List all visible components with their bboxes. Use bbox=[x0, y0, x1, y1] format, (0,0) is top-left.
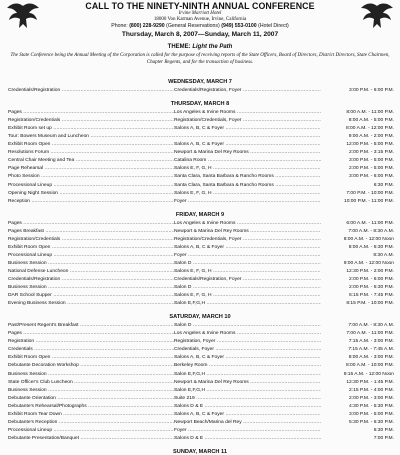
schedule-row bbox=[8, 292, 394, 300]
event-location: Salons E, F, G, H ..... bbox=[174, 292, 324, 300]
event-time: 7:15 A.M. - 7:45 A.M. bbox=[321, 346, 394, 354]
event-name: Registration/Credentials ..... bbox=[8, 236, 174, 244]
schedule-row bbox=[8, 125, 394, 133]
event-name: DAR School Supper ..... bbox=[8, 292, 174, 300]
schedule-row bbox=[8, 300, 394, 308]
event-location: Salons A, B, C & Foyer ..... bbox=[174, 354, 324, 362]
event-name: Opening Night Session ..... bbox=[8, 190, 174, 198]
event-location: Newport & Marina Del Rey Rooms ..... bbox=[174, 379, 324, 387]
phone-general-note: (General Reservations) bbox=[166, 23, 220, 29]
event-time: 7:00 P.M. bbox=[321, 435, 394, 443]
schedule-row bbox=[8, 190, 394, 198]
event-location: Foyer ..... bbox=[174, 427, 324, 435]
event-time: 8:00 A.M. - 12:00 P.M. bbox=[321, 125, 394, 133]
hotel-name: Irvine Marriott Hotel bbox=[178, 11, 222, 16]
event-location: Credentials/Registration, Foyer ..... bbox=[174, 87, 324, 95]
day-header: FRIDAY, MARCH 9 bbox=[175, 211, 225, 218]
event-name: Exhibit Room Open ..... bbox=[8, 354, 174, 362]
event-location: Newport & Marina Del Rey Rooms ..... bbox=[174, 149, 324, 157]
event-name: Pages ..... bbox=[8, 330, 174, 338]
day-header: WEDNESDAY, MARCH 7 bbox=[168, 79, 232, 85]
schedule-row bbox=[8, 403, 394, 411]
phone-label: Phone: bbox=[111, 23, 128, 29]
event-time: 9:15 A.M. - 12:00 Noon bbox=[321, 371, 394, 379]
event-location: Salon E,F,G,H ..... bbox=[174, 387, 324, 395]
event-time: 8:00 A.M. - 10:00 P.M. bbox=[321, 362, 394, 370]
schedule-row bbox=[8, 395, 394, 403]
event-name: Debutante's Rehearsal/Photographs ..... bbox=[8, 403, 174, 411]
event-name: Credentials/Registration ..... bbox=[8, 87, 174, 95]
event-name: Debutante's Reception ..... bbox=[8, 419, 174, 427]
event-time: 12:00 P.M. - 5:00 P.M. bbox=[321, 141, 394, 149]
event-time: 4:30 P.M. - 5:30 P.M. bbox=[321, 403, 394, 411]
event-time: 6:00 A.M. - 11:00 P.M. bbox=[321, 220, 394, 228]
event-location: Los Angeles & Irvine Rooms ..... bbox=[174, 330, 324, 338]
schedule-row bbox=[8, 236, 394, 244]
event-name: Debutante Orientation ..... bbox=[8, 395, 174, 403]
schedule-row bbox=[8, 141, 394, 149]
schedule-row bbox=[8, 182, 394, 190]
schedule-row bbox=[8, 268, 394, 276]
event-time: 10:00 P.M. - 11:00 P.M. bbox=[321, 198, 394, 206]
event-location: Credentials/Registration, Foyer ..... bbox=[174, 276, 324, 284]
event-name: Exhibit Room Open ..... bbox=[8, 244, 174, 252]
event-name: Credentials ..... bbox=[8, 346, 174, 354]
schedule-row bbox=[8, 149, 394, 157]
event-location: Berkeley Room ..... bbox=[174, 362, 324, 370]
event-time: 6:30 P.M. bbox=[321, 182, 394, 190]
event-location: Registration, Foyer ..... bbox=[174, 338, 324, 346]
schedule-row bbox=[8, 87, 394, 95]
schedule-row bbox=[8, 371, 394, 379]
event-time: 2:00 P.M. - 5:30 P.M. bbox=[321, 284, 394, 292]
event-location: Santa Clara, Santa Barbara & Rancho Rooms ..... bbox=[174, 173, 324, 181]
event-name: Exhibit Room set up ..... bbox=[8, 125, 174, 133]
schedule-row bbox=[8, 411, 394, 419]
event-name: Resolutions Forum ..... bbox=[8, 149, 174, 157]
event-time: 12:30 P.M. - 2:00 P.M. bbox=[321, 268, 394, 276]
event-location: Salon D ..... bbox=[174, 284, 324, 292]
schedule-row bbox=[8, 354, 394, 362]
event-name: Exhibit Room Tear Down ..... bbox=[8, 411, 174, 419]
event-time: 7:15 A.M. - 3:00 P.M. bbox=[321, 338, 394, 346]
event-time: 8:00 A.M. - 3:00 P.M. bbox=[321, 354, 394, 362]
event-location: Salon E,F,G,H ..... bbox=[174, 371, 324, 379]
schedule-row bbox=[8, 133, 394, 141]
day-header: SATURDAY, MARCH 10 bbox=[169, 314, 231, 321]
phone-general: (800) 228-9290 bbox=[129, 23, 165, 29]
event-location: Registration/Credentials, Foyer ..... bbox=[174, 117, 324, 125]
event-location: Salons E, F, G, H ..... bbox=[174, 165, 324, 173]
event-time: 6:15 P.M. - 7:45 P.M. bbox=[321, 292, 394, 300]
schedule-row bbox=[8, 284, 394, 292]
event-location bbox=[174, 133, 324, 141]
event-location: Foyer ..... bbox=[174, 198, 324, 206]
event-location: Santa Clara, Santa Barbara & Rancho Rooms ..... bbox=[174, 182, 324, 190]
event-time: 8:00 A.M. - 11:00 P.M. bbox=[321, 109, 394, 117]
event-location: Salon D ..... bbox=[174, 322, 324, 330]
event-name: Credentials/Registration ..... bbox=[8, 276, 174, 284]
schedule-row bbox=[8, 338, 394, 346]
event-name: Exhibit Room Open ..... bbox=[8, 141, 174, 149]
event-name: Pages Breakfast ..... bbox=[8, 228, 174, 236]
document-title: CALL TO THE NINETY-NINTH ANNUAL CONFERENCE bbox=[85, 1, 315, 11]
event-name: Processional Lineup ..... bbox=[8, 427, 174, 435]
event-location: Registration/Credentials, Foyer ..... bbox=[174, 236, 324, 244]
event-name: Central Chair Meeting and Tea ..... bbox=[8, 157, 174, 165]
event-time: 9:00 A.M. - 2:00 P.M. bbox=[321, 133, 394, 141]
schedule-row bbox=[8, 157, 394, 165]
schedule-row bbox=[8, 276, 394, 284]
event-time: 9:00 A.M. - 12:00 Noon bbox=[321, 260, 394, 268]
event-time: 2:15 P.M. - 4:00 P.M. bbox=[321, 387, 394, 395]
event-name: Debutante Presentation/Banquet ..... bbox=[8, 435, 174, 443]
schedule-row bbox=[8, 427, 394, 435]
theme-label: THEME: bbox=[167, 44, 191, 50]
event-location: Salons D & E ..... bbox=[174, 435, 324, 443]
schedule-row bbox=[8, 260, 394, 268]
event-name: Debutante Decoration Workshop ..... bbox=[8, 362, 174, 370]
event-location: Salons A, B, C & Foyer ..... bbox=[174, 244, 324, 252]
event-name: State Officer's Club Luncheon ..... bbox=[8, 379, 174, 387]
event-time: 8:15 P.M. - 10:00 P.M. bbox=[321, 300, 394, 308]
event-location: Salon E,F,G,H ..... bbox=[174, 300, 324, 308]
event-time: 7:00 A.M. - 11:00 P.M. bbox=[321, 330, 394, 338]
event-location: Salons E, F, G, H ..... bbox=[174, 190, 324, 198]
event-time: 3:00 P.M. - 6:00 P.M. bbox=[321, 87, 394, 95]
schedule-row bbox=[8, 435, 394, 443]
schedule-row bbox=[8, 379, 394, 387]
conference-dates: Thursday, March 8, 2007—Sunday, March 11, 2007 bbox=[121, 31, 279, 38]
schedule-row bbox=[8, 346, 394, 354]
event-name: National Defense Luncheon ..... bbox=[8, 268, 174, 276]
event-location: Newport Beach/Marina del Rey ..... bbox=[174, 419, 324, 427]
phone-hotel: (949) 553-0100 bbox=[221, 23, 257, 29]
event-time: 7:00 A.M. - 8:30 A.M. bbox=[321, 322, 394, 330]
event-time: 8:00 A.M. - 5:00 P.M. bbox=[321, 117, 394, 125]
event-time: 12:30 P.M. - 1:45 P.M. bbox=[321, 379, 394, 387]
event-name: Reception ..... bbox=[8, 198, 174, 206]
event-time: 3:00 P.M. - 5:00 P.M. bbox=[321, 411, 394, 419]
schedule-row bbox=[8, 220, 394, 228]
event-location: Los Angeles & Irvine Rooms ..... bbox=[174, 109, 324, 117]
event-time: 3:00 P.M. - 6:00 P.M. bbox=[321, 173, 394, 181]
event-location: Salon D ..... bbox=[174, 260, 324, 268]
schedule-row bbox=[8, 165, 394, 173]
event-time: 8:30 A.M. bbox=[321, 252, 394, 260]
schedule-row bbox=[8, 252, 394, 260]
schedule-row bbox=[8, 173, 394, 181]
schedule-row bbox=[8, 198, 394, 206]
event-location: Salons A, B, C & Foyer ..... bbox=[174, 411, 324, 419]
event-time: 2:00 P.M. - 5:00 P.M. bbox=[321, 165, 394, 173]
theme-text: Light the Path bbox=[192, 44, 233, 50]
schedule-row bbox=[8, 322, 394, 330]
event-name: Pages ..... bbox=[8, 109, 174, 117]
day-header: SUNDAY, MARCH 11 bbox=[173, 448, 227, 455]
event-time: 2:00 P.M. - 3:15 P.M. bbox=[321, 149, 394, 157]
event-name: Processional Lineup ..... bbox=[8, 252, 174, 260]
event-name: Tour: Bowers Museum and Luncheon ..... bbox=[8, 133, 174, 141]
event-time: 8:00 A.M. - 12:00 Noon bbox=[321, 236, 394, 244]
event-time: 7:00 A.M. - 8:30 A.M. bbox=[321, 228, 394, 236]
schedule-row bbox=[8, 244, 394, 252]
event-name: Registration ..... bbox=[8, 338, 174, 346]
phone-hotel-note: (Hotel Direct) bbox=[258, 23, 289, 29]
event-time: 2:00 P.M. - 6:00 P.M. bbox=[321, 276, 394, 284]
event-location: Salons D & E ..... bbox=[174, 403, 324, 411]
schedule-row bbox=[8, 387, 394, 395]
event-name: Photo Session ..... bbox=[8, 173, 174, 181]
event-name: Business Session ..... bbox=[8, 260, 174, 268]
event-time: 5:30 P.M. - 6:30 P.M. bbox=[321, 419, 394, 427]
event-time: 6:30 P.M. bbox=[321, 427, 394, 435]
event-location: Foyer ..... bbox=[174, 252, 324, 260]
event-location: Salons A, B, C & Foyer ..... bbox=[174, 141, 324, 149]
event-time: 8:00 A.M. - 5:30 P.M. bbox=[321, 244, 394, 252]
schedule-row bbox=[8, 117, 394, 125]
schedule-row bbox=[8, 419, 394, 427]
event-location: Credentials, Foyer ..... bbox=[174, 346, 324, 354]
schedule-row bbox=[8, 330, 394, 338]
schedule-row bbox=[8, 228, 394, 236]
event-location: Salons A, B, C & Foyer ..... bbox=[174, 125, 324, 133]
event-name: Registration/Credentials ..... bbox=[8, 117, 174, 125]
event-time: 7:00 P.M. - 10:00 P.M. bbox=[321, 190, 394, 198]
intro-paragraph: The State Conference being the Annual Meeting of the Corporation is called for the purpose of receiving reports of the State Officers, Board of Directors, District Directors, State Chairmen, Chapter Regents, and for the transaction of business. bbox=[10, 53, 390, 65]
event-name: Pages ..... bbox=[8, 220, 174, 228]
event-name: Business Session ..... bbox=[8, 284, 174, 292]
hotel-address: 18000 Von Karman Avenue, Irvine, California bbox=[153, 17, 247, 22]
event-location: Catalina Room ..... bbox=[174, 157, 324, 165]
event-name: Page Rehearsal ..... bbox=[8, 165, 174, 173]
event-name: Evening Business Session ..... bbox=[8, 300, 174, 308]
event-name: Business Session ..... bbox=[8, 387, 174, 395]
event-name: Business Session ..... bbox=[8, 371, 174, 379]
schedule-row bbox=[8, 109, 394, 117]
event-name: Processional Lineup ..... bbox=[8, 182, 174, 190]
schedule-row bbox=[8, 362, 394, 370]
event-time: 2:00 P.M. - 3:00 P.M. bbox=[321, 395, 394, 403]
event-time: 3:00 P.M. - 5:00 P.M. bbox=[321, 157, 394, 165]
event-location: Salons E, F, G, H ..... bbox=[174, 268, 324, 276]
event-location: Newport & Marina Del Rey Rooms ..... bbox=[174, 228, 324, 236]
day-header: THURSDAY, MARCH 8 bbox=[170, 101, 230, 108]
event-location: Los Angeles & Irvine Rooms ..... bbox=[174, 220, 324, 228]
event-location: Suite 219 ..... bbox=[174, 395, 324, 403]
event-name: Past/Present Regent's Breakfast ..... bbox=[8, 322, 174, 330]
